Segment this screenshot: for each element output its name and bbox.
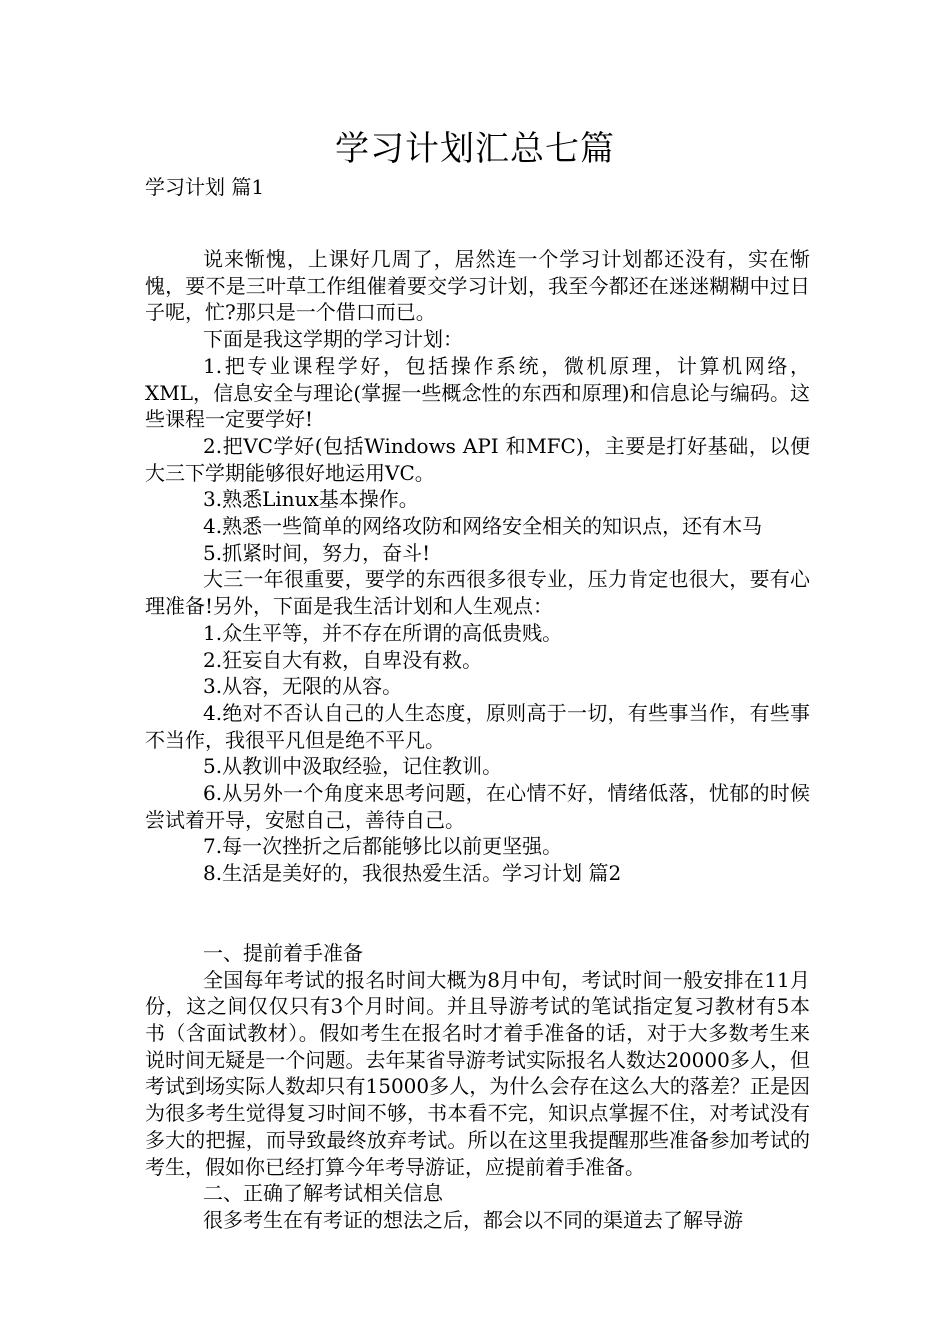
paragraph: 下面是我这学期的学习计划： [203,327,463,352]
list-item: 5.抓紧时间，努力，奋斗! [203,540,431,565]
list-item: 4.熟悉一些简单的网络攻防和网络安全相关的知识点，还有木马 [203,514,763,539]
subheading: 二、正确了解考试相关信息 [203,1181,443,1206]
list-item: 8.生活是美好的，我很热爱生活。学习计划 篇2 [203,861,622,886]
paragraph: 大三一年很重要，要学的东西很多很专业，压力肯定也很大，要有心理准备!另外，下面是我生活计划和人生观点： [145,567,810,619]
paragraph: 很多考生在有考证的想法之后，都会以不同的渠道去了解导游 [203,1207,743,1232]
list-item: 3.熟悉Linux基本操作。 [203,487,419,512]
list-item: 4.绝对不否认自己的人生态度，原则高于一切，有些事当作，有些事不当作，我很平凡但是绝不平凡。 [145,700,810,752]
list-item: 2.狂妄自大有救，自卑没有救。 [203,647,483,672]
list-item: 1.把专业课程学好，包括操作系统，微机原理，计算机网络，XML，信息安全与理论(掌握一些概念性的东西和原理)和信息论与编码。这些课程一定要学好! [145,353,810,432]
document-body [145,246,810,1234]
paragraph: 说来惭愧，上课好几周了，居然连一个学习计划都还没有，实在惭愧，要不是三叶草工作组催着要交学习计划，我至今都还在迷迷糊糊中过日子呢，忙?那只是一个借口而已。 [145,247,810,325]
list-item: 2.把VC学好(包括Windows API 和MFC)，主要是打好基础，以便大三下学期能够很好地运用VC。 [145,433,810,485]
list-item: 3.从容，无限的从容。 [203,674,403,699]
list-item: 5.从教训中汲取经验，记住教训。 [203,754,503,779]
paragraph: 全国每年考试的报名时间大概为8月中旬，考试时间一般安排在11月份，这之间仅仅只有3个月时间。并且导游考试的笔试指定复习教材有5本书（含面试教材）。假如考生在报名时才着手准备的话，对于大多数考生来说时间无疑是一个问题。去年某省导游考试实际报名人数达20000多人，但考试到场实际人数却只有15000多人，为什么会存在这么大的落差？正是因为很多考生觉得复习时间不够，书本看不完，知识点掌握不住，对考试没有多大的把握，而导致最终放弃考试。所以在这里我提醒那些准备参加考试的考生，假如你已经打算今年考导游证，应提前着手准备。 [145,967,810,1179]
subheading: 一、提前着手准备 [203,940,363,965]
list-item: 7.每一次挫折之后都能够比以前更坚强。 [203,834,563,859]
list-item: 1.众生平等，并不存在所谓的高低贵贱。 [203,620,563,645]
document-title: 学习计划汇总七篇 [335,129,615,169]
section-1-label: 学习计划 篇1 [145,175,265,199]
list-item: 6.从另外一个角度来思考问题，在心情不好，情绪低落，忧郁的时候尝试着开导，安慰自己，善待自己。 [145,781,810,832]
